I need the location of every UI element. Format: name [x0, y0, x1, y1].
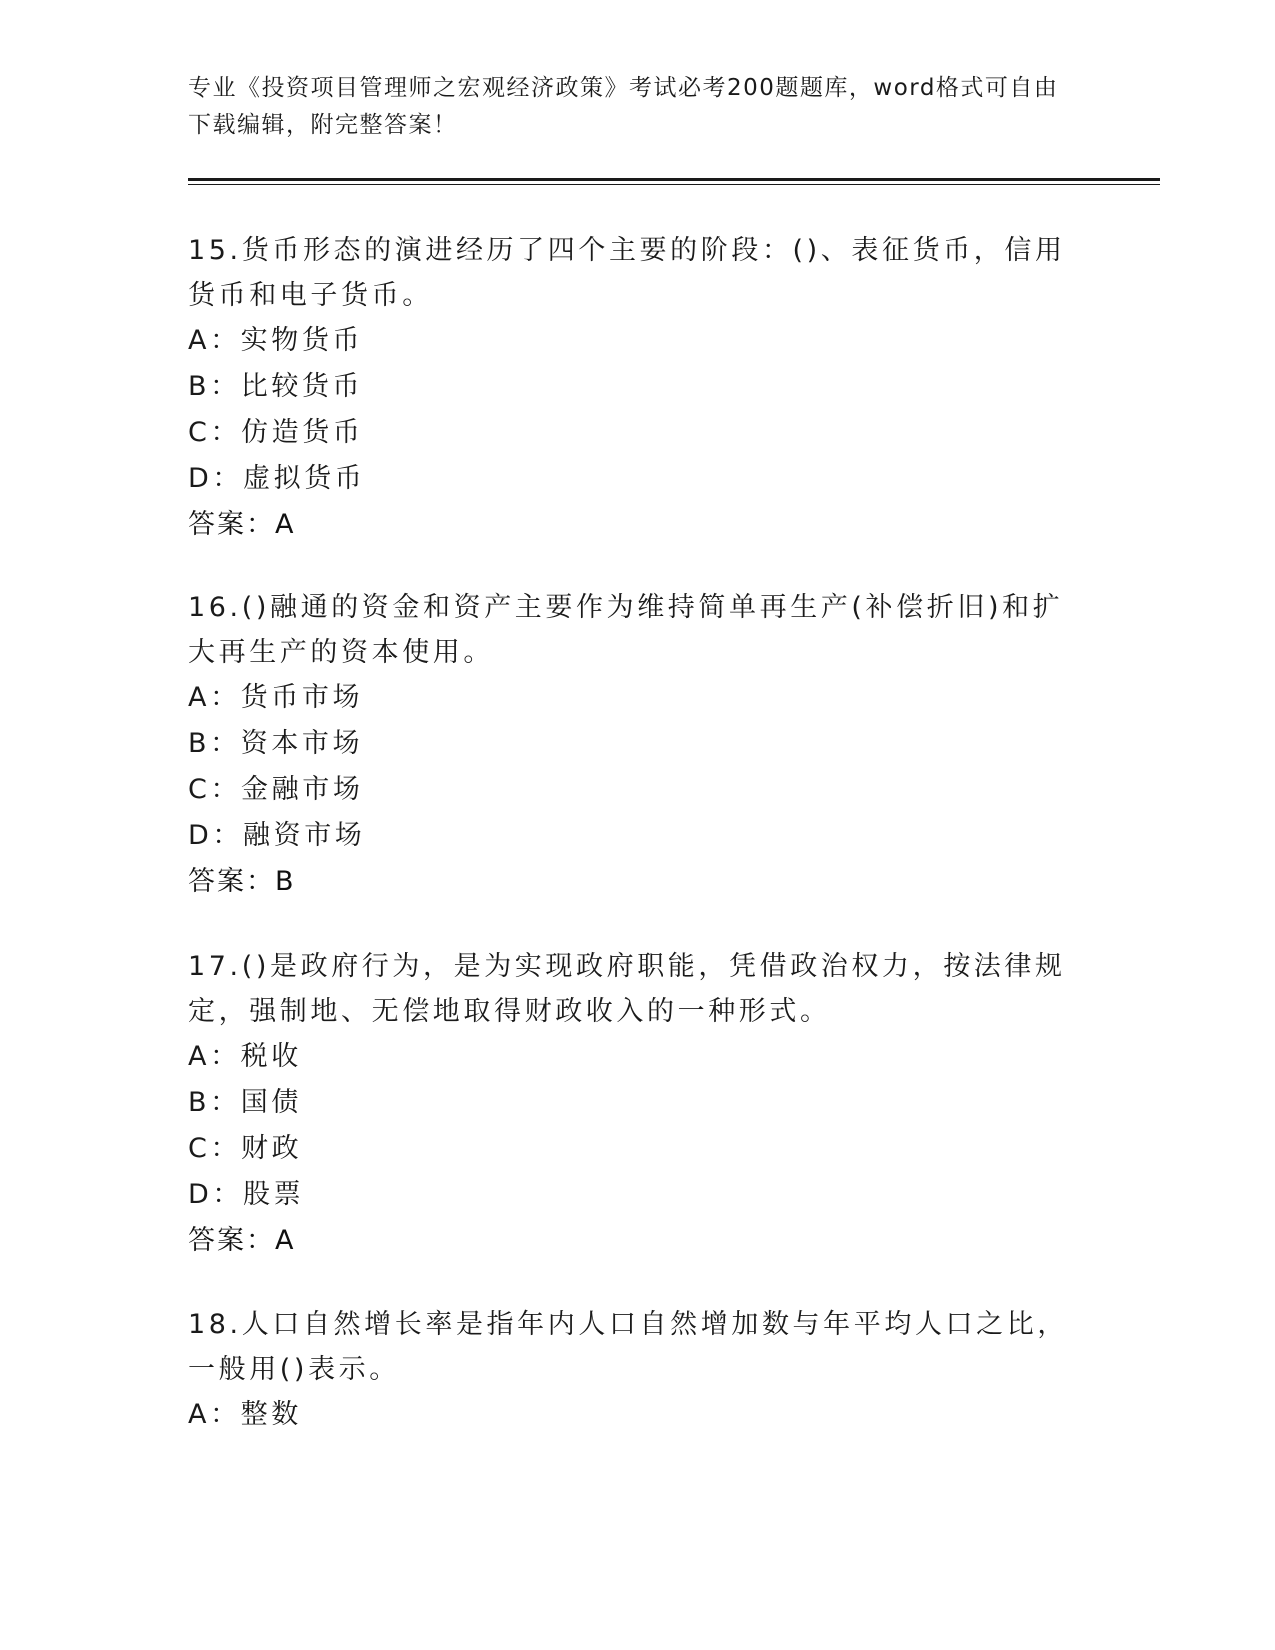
option-d: D：虚拟货币: [188, 463, 366, 494]
question-15: [188, 228, 1088, 548]
question-stem: 18.人口自然增长率是指年内人口自然增加数与年平均人口之比，一般用()表示。: [188, 1309, 1068, 1385]
option-b: B：国债: [188, 1087, 302, 1118]
document-header-intro: 专业《投资项目管理师之宏观经济政策》考试必考200题题库，word格式可自由下载编辑，附完整答案！: [188, 75, 1059, 138]
option-c: C：仿造货币: [188, 417, 364, 448]
option-a: A：实物货币: [188, 325, 364, 356]
option-a: A：整数: [188, 1399, 302, 1430]
header-divider-thick: [188, 178, 1160, 181]
question-stem: 16.()融通的资金和资产主要作为维持简单再生产(补偿折旧)和扩大再生产的资本使用。: [188, 592, 1064, 668]
option-a: A：货币市场: [188, 682, 364, 713]
option-c: C：金融市场: [188, 774, 364, 805]
option-b: B：比较货币: [188, 371, 364, 402]
answer-line: 答案：A: [188, 509, 296, 540]
answer-line: 答案：B: [188, 866, 296, 897]
option-d: D：股票: [188, 1179, 305, 1210]
header-divider-thin: [188, 184, 1160, 185]
question-17: [188, 944, 1088, 1264]
question-18: [188, 1302, 1088, 1438]
option-a: A：税收: [188, 1041, 302, 1072]
answer-line: 答案：A: [188, 1225, 296, 1256]
option-b: B：资本市场: [188, 728, 364, 759]
question-stem: 15.货币形态的演进经历了四个主要的阶段：()、表征货币，信用货币和电子货币。: [188, 235, 1066, 311]
option-d: D：融资市场: [188, 820, 366, 851]
question-16: [188, 585, 1088, 905]
question-stem: 17.()是政府行为，是为实现政府职能，凭借政治权力，按法律规定，强制地、无偿地取得财政收入的一种形式。: [188, 951, 1066, 1027]
option-c: C：财政: [188, 1133, 303, 1164]
